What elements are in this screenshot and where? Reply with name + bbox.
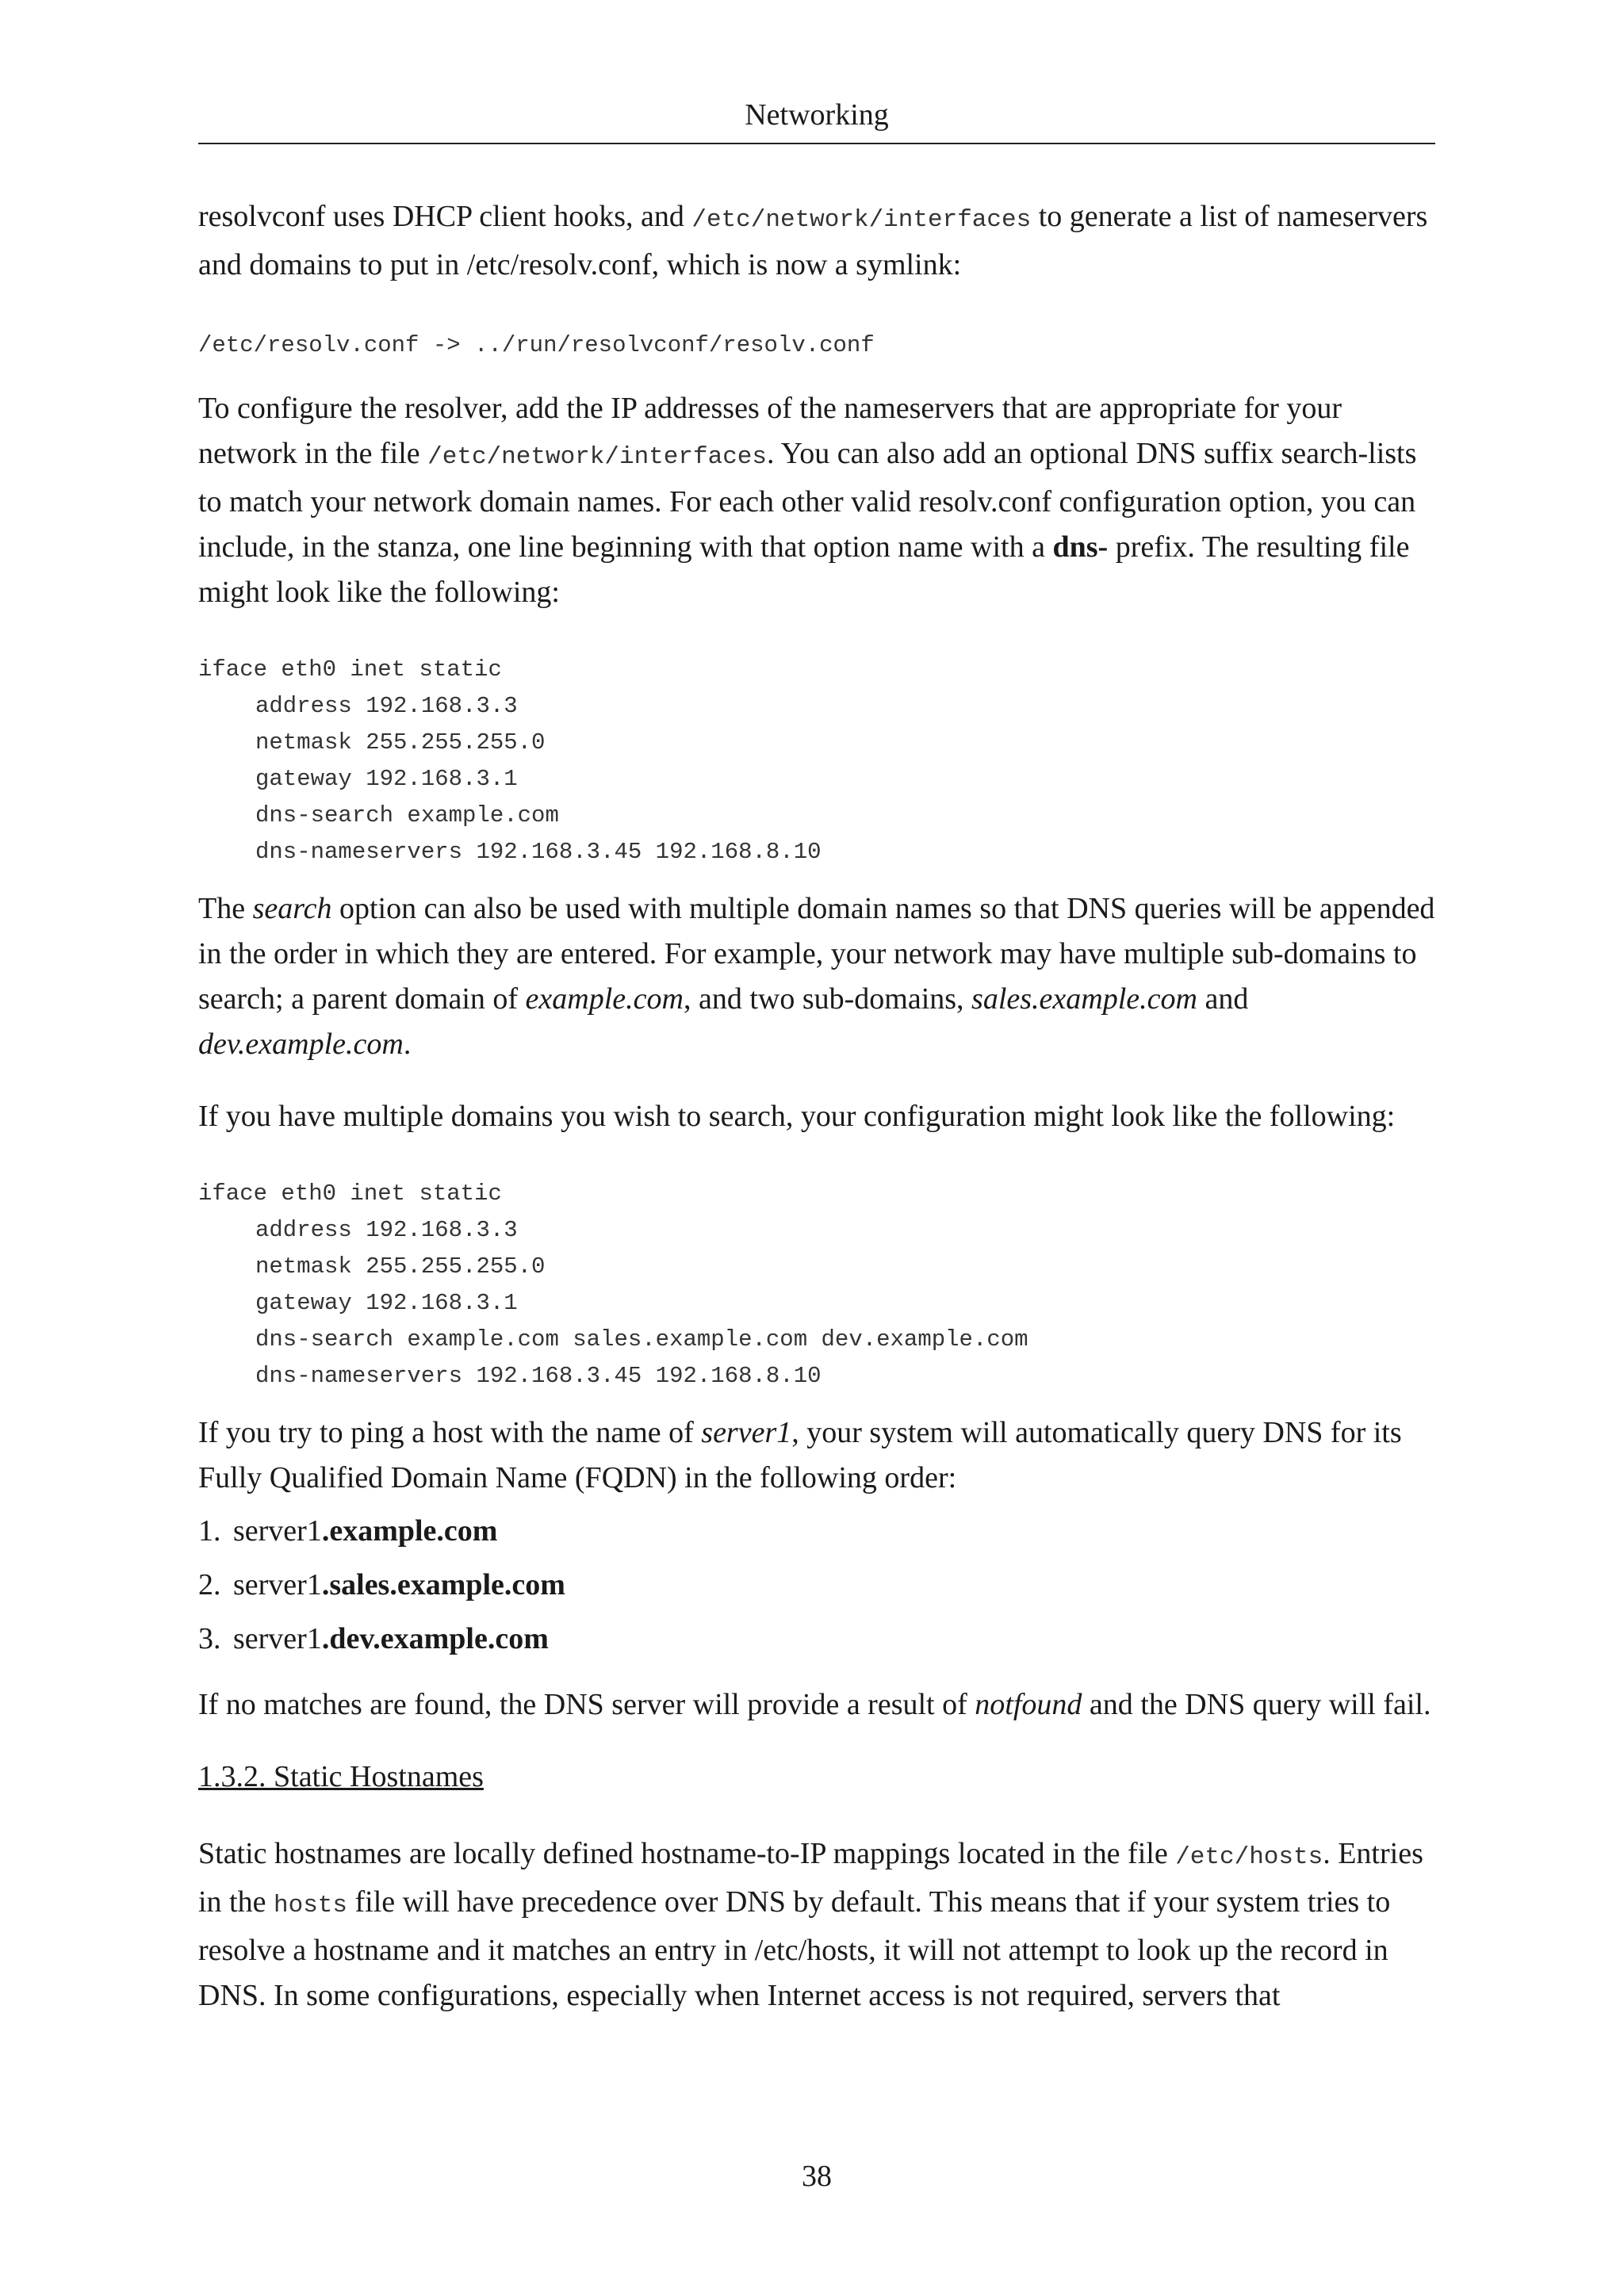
body-text [198,194,1435,2019]
list-number: 1. [198,1514,221,1548]
running-header: Networking [745,98,889,132]
fqdn-order-list [198,1509,1435,1662]
code-line: iface eth0 inet static [198,656,502,683]
code-block-interfaces-1 [198,652,1435,871]
paragraph-configure-resolver [198,386,1435,615]
text-run: If no matches are found, the DNS server will provide a result of [198,1688,975,1721]
code-line: iface eth0 inet static [198,1181,502,1207]
inline-code: hosts [273,1892,347,1919]
text-run: The [198,892,253,925]
text-run: To configure the resolver, add the IP addresses of the nameservers that are appropriate for your network in the file [198,392,1342,470]
paragraph-static-hostnames [198,1831,1435,2019]
text-run: , your system will automatically query DNS for its Fully Qualified Domain Name (FQDN) in the following order: [198,1416,1402,1494]
symlink-code-line: /etc/resolv.conf -> ../run/resolvconf/resolv.conf [198,332,875,358]
text-run: to generate a list of nameservers and domains to put in /etc/resolv.conf, which is now a symlink: [198,200,1428,281]
code-line: dns-nameservers 192.168.3.45 192.168.8.10 [255,839,822,865]
list-domain: .sales.example.com [321,1568,565,1601]
paragraph-search-option [198,886,1435,1067]
italic-term: sales.example.com [971,982,1197,1016]
list-item [198,1617,1435,1662]
inline-code: /etc/network/interfaces [691,206,1032,234]
text-run: and [1197,982,1249,1016]
inline-code: /etc/network/interfaces [427,443,768,471]
code-line: dns-nameservers 192.168.3.45 192.168.8.10 [255,1363,822,1389]
list-host: server1 [233,1514,322,1548]
paragraph-no-matches [198,1682,1435,1728]
italic-term: example.com [525,982,684,1016]
list-host: server1 [233,1622,322,1655]
text-run: . Entries in the [198,1837,1423,1919]
text-run: and the DNS query will fail. [1082,1688,1431,1721]
section-heading: 1.3.2. Static Hostnames [198,1760,484,1793]
bold-term: dns- [1052,530,1109,564]
text-run: Static hostnames are locally defined hostname-to-IP mappings located in the file [198,1837,1176,1870]
text-run: option can also be used with multiple domain names so that DNS queries will be appended in the order in which they are entered. For example, your network may have multiple sub-domains to search; a parent domain of [198,892,1435,1016]
code-line: netmask 255.255.255.0 [255,1253,546,1280]
code-line: dns-search example.com [255,802,559,828]
list-host: server1 [233,1568,322,1601]
text-run: file will have precedence over DNS by default. This means that if your system tries to resolve a hostname and it matches an entry in /etc/hosts, it will not attempt to look up the record in DNS. In some configurations, especially when Internet access is not required, servers that [198,1885,1391,2012]
code-line: address 192.168.3.3 [255,693,518,719]
document-page [198,0,1435,2296]
list-number: 2. [198,1568,221,1601]
code-line: gateway 192.168.3.1 [255,766,518,792]
list-item [198,1563,1435,1608]
italic-term: notfound [975,1688,1082,1721]
paragraph-multiple-domains: If you have multiple domains you wish to search, your configuration might look like the following: [198,1100,1396,1133]
paragraph-ping-host [198,1410,1435,1501]
page-number: 38 [802,2160,832,2193]
list-item [198,1509,1435,1554]
list-number: 3. [198,1622,221,1655]
italic-term: dev.example.com [198,1027,404,1061]
text-run: , and two sub-domains, [683,982,972,1016]
code-line: dns-search example.com sales.example.com dev.example.com [255,1326,1028,1353]
list-domain: .dev.example.com [321,1622,549,1655]
code-block-interfaces-2 [198,1176,1435,1395]
code-line: netmask 255.255.255.0 [255,729,546,756]
code-line: address 192.168.3.3 [255,1217,518,1243]
paragraph-resolvconf-intro [198,194,1435,288]
italic-term: search [252,892,332,925]
italic-term: server1 [701,1416,792,1449]
header-rule [198,143,1435,144]
code-line: gateway 192.168.3.1 [255,1290,518,1316]
inline-code: /etc/hosts [1175,1843,1323,1871]
text-run: resolvconf uses DHCP client hooks, and [198,200,692,233]
list-domain: .example.com [321,1514,498,1548]
text-run: . [403,1027,412,1061]
text-run: If you try to ping a host with the name of [198,1416,702,1449]
text-run: . You can also add an optional DNS suffix search-lists to match your network domain names. For each other valid resolv.conf configuration option, you can include, in the stanza, one line beginning with that option name with a [198,437,1417,564]
text-run: prefix. The resulting file might look like the following: [198,530,1410,609]
